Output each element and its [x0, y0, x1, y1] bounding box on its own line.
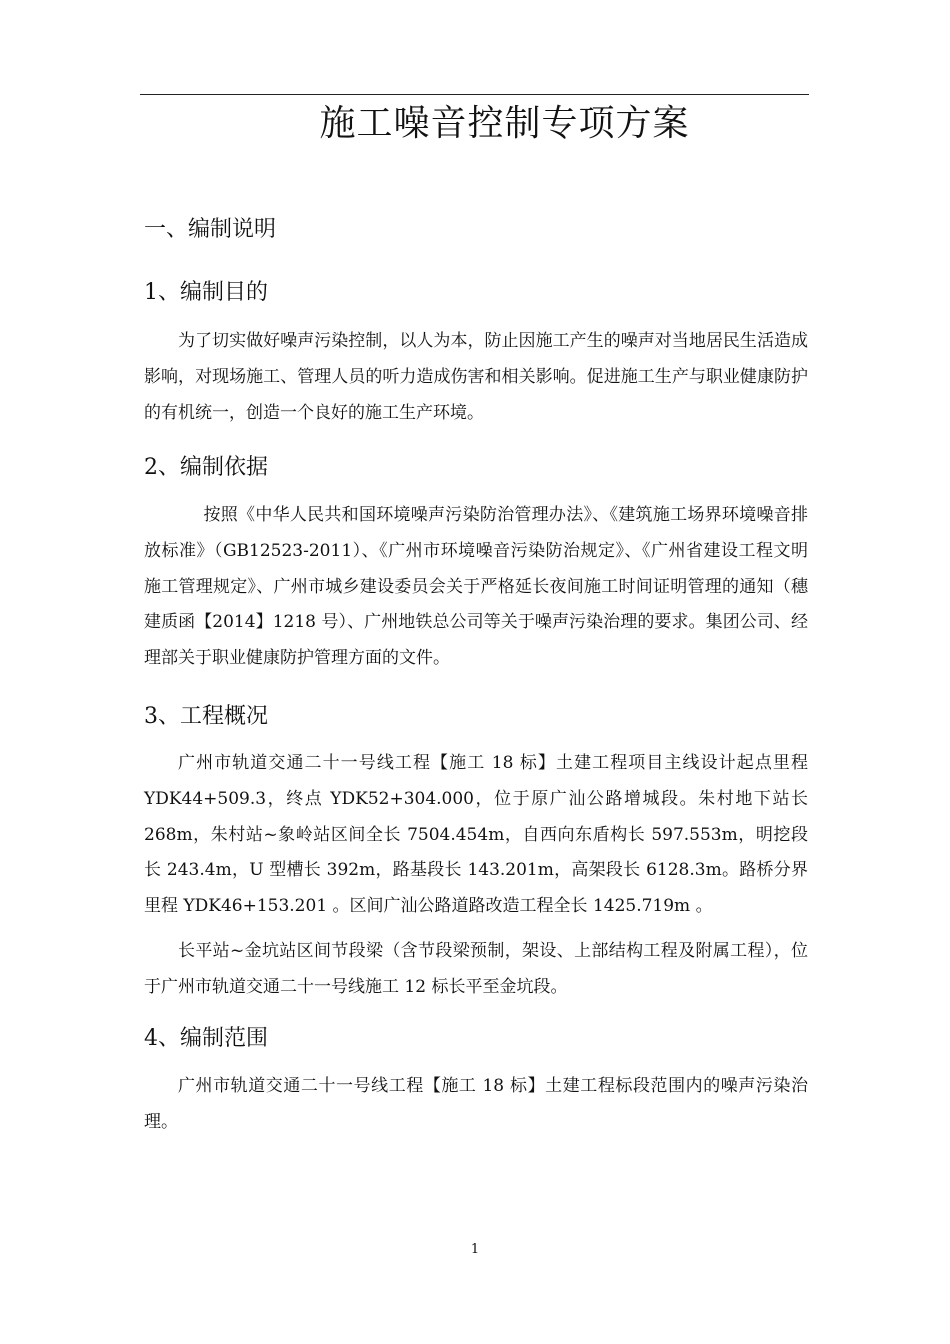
document-title: 施工噪音控制专项方案	[319, 103, 690, 144]
header-rule	[140, 94, 809, 95]
paragraph-basis: 按照《中华人民共和国环境噪声污染防治管理办法》、《建筑施工场界环境噪音排放标准》（GB12523-2011）、《广州市环境噪音污染防治规定》、《广州省建设工程文明施工管理规定》、广州市城乡建设委员会关于严格延长夜间施工时间证明管理的通知（穗建质函【2014】1218 号）、广州地铁总公司等关于噪声污染治理的要求。集团公司、经理部关于职业健康防护管理方面的文件。	[144, 505, 808, 669]
subsection-heading-overview: 3、工程概况	[144, 704, 268, 729]
paragraph-purpose: 为了切实做好噪声污染控制，以人为本，防止因施工产生的噪声对当地居民生活造成影响，对现场施工、管理人员的听力造成伤害和相关影响。促进施工生产与职业健康防护的有机统一，创造一个良好的施工生产环境。	[144, 331, 808, 423]
page-number: 1	[470, 1242, 480, 1257]
subsection-heading-scope: 4、编制范围	[144, 1026, 268, 1051]
paragraph-scope: 广州市轨道交通二十一号线工程【施工 18 标】土建工程标段范围内的噪声污染治理。	[144, 1076, 808, 1132]
paragraph-overview-2: 长平站~金坑站区间节段梁（含节段梁预制，架设、上部结构工程及附属工程），位于广州市轨道交通二十一号线施工 12 标长平至金坑段。	[144, 941, 808, 997]
paragraph-overview-1: 广州市轨道交通二十一号线工程【施工 18 标】土建工程项目主线设计起点里程 YDK44+509.3，终点 YDK52+304.000，位于原广汕公路增城段。朱村地下站长 268m，朱村站~象岭站区间全长 7504.454m，自西向东盾构长 597.553m，明挖段长 243.4m，U 型槽长 392m，路基段长 143.201m，高架段长 6128.3m。路桥分界里程 YDK46+153.201 。区间广汕公路道路改造工程全长 1425.719m 。	[144, 753, 808, 917]
section-heading-1: 一、编制说明	[144, 217, 283, 242]
subsection-heading-basis: 2、编制依据	[144, 455, 268, 480]
subsection-heading-purpose: 1、编制目的	[144, 280, 268, 305]
